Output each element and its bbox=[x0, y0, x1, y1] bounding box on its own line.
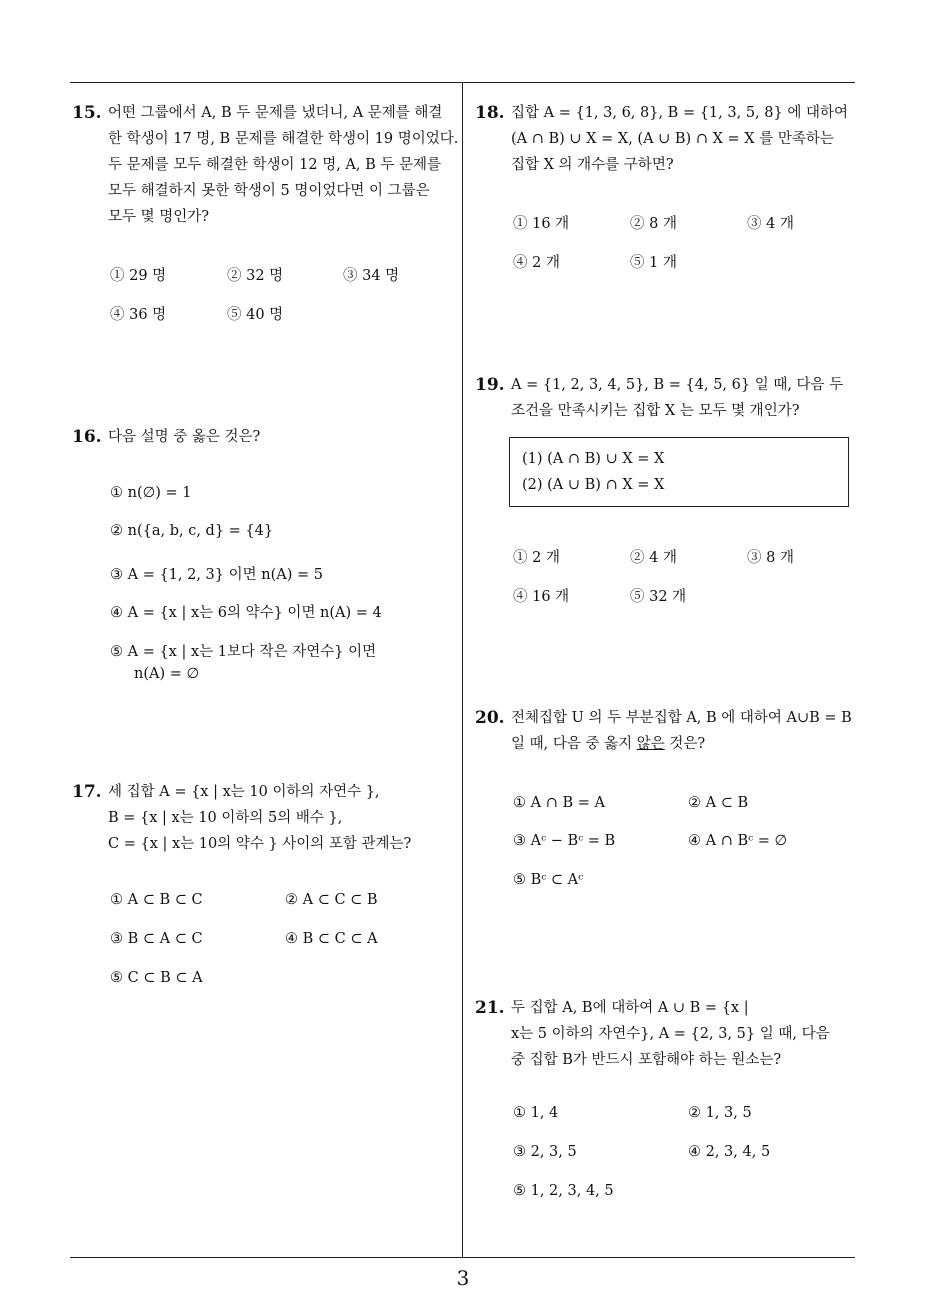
choice-3[interactable]: ③ A = {1, 2, 3} 이면 n(A) = 5 bbox=[110, 567, 323, 583]
stem-line: A = {1, 2, 3, 4, 5}, B = {4, 5, 6} 일 때, 다음 두 bbox=[511, 377, 844, 393]
stem-line: 중 집합 B가 반드시 포함해야 하는 원소는? bbox=[511, 1052, 782, 1068]
question-15 bbox=[72, 100, 458, 230]
choice-4[interactable]: ④ A = {x | x는 6의 약수} 이면 n(A) = 4 bbox=[110, 605, 382, 621]
choice-3[interactable]: ③ 2, 3, 5 bbox=[513, 1144, 577, 1160]
choice-1[interactable]: ① A ∩ B = A bbox=[513, 795, 605, 811]
stem-line: 집합 A = {1, 3, 6, 8}, B = {1, 3, 5, 8} 에 대하여 bbox=[511, 105, 848, 121]
stem-line: 집합 X 의 개수를 구하면? bbox=[511, 157, 674, 173]
stem-line: x는 5 이하의 자연수}, A = {2, 3, 5} 일 때, 다음 bbox=[511, 1026, 830, 1042]
choice-4[interactable]: ④ 2 개 bbox=[513, 255, 560, 271]
choice-2[interactable]: ② 1, 3, 5 bbox=[688, 1105, 752, 1121]
condition-2: (2) (A ∪ B) ∩ X = X bbox=[522, 477, 665, 493]
question-number: 20. bbox=[475, 708, 505, 728]
choice-3[interactable]: ③ 8 개 bbox=[747, 550, 794, 566]
question-number: 19. bbox=[475, 375, 505, 395]
page-number: 3 bbox=[456, 1266, 470, 1290]
choice-5[interactable]: ⑤ 1 개 bbox=[630, 255, 677, 271]
choice-1[interactable]: ① 29 명 bbox=[110, 268, 167, 284]
stem-text: 일 때, 다음 중 옳지 bbox=[511, 736, 637, 752]
choice-1[interactable]: ① n(∅) = 1 bbox=[110, 485, 192, 501]
stem-line: 어떤 그룹에서 A, B 두 문제를 냈더니, A 문제를 해결 bbox=[108, 105, 443, 121]
stem-line: 두 문제를 모두 해결한 학생이 12 명, A, B 두 문제를 bbox=[108, 157, 442, 173]
stem-line: 두 집합 A, B에 대하여 A ∪ B = {x | bbox=[511, 1000, 749, 1016]
choice-1[interactable]: ① A ⊂ B ⊂ C bbox=[110, 892, 203, 908]
choice-5[interactable]: ⑤ Bᶜ ⊂ Aᶜ bbox=[513, 872, 584, 888]
conditions-box bbox=[509, 437, 849, 507]
stem-line: C = {x | x는 10의 약수 } 사이의 포함 관계는? bbox=[108, 836, 412, 852]
question-19 bbox=[475, 372, 860, 424]
choice-5[interactable]: ⑤ 40 명 bbox=[227, 307, 284, 323]
choice-4[interactable]: ④ 36 명 bbox=[110, 307, 167, 323]
stem-line: (A ∩ B) ∪ X = X, (A ∪ B) ∩ X = X 를 만족하는 bbox=[511, 131, 834, 147]
question-number: 18. bbox=[475, 103, 505, 123]
stem-line: 다음 설명 중 옳은 것은? bbox=[108, 429, 261, 445]
question-stem bbox=[511, 372, 860, 424]
underlined-word: 않은 bbox=[636, 736, 665, 752]
choice-2[interactable]: ② A ⊂ B bbox=[688, 795, 749, 811]
question-stem bbox=[511, 995, 860, 1073]
choice-2[interactable]: ② 8 개 bbox=[630, 216, 677, 232]
bottom-rule bbox=[70, 1257, 855, 1258]
column-divider bbox=[462, 82, 463, 1257]
choice-5[interactable]: ⑤ 1, 2, 3, 4, 5 bbox=[513, 1183, 614, 1199]
choice-2[interactable]: ② A ⊂ C ⊂ B bbox=[285, 892, 378, 908]
question-number: 21. bbox=[475, 998, 505, 1018]
stem-line: 한 학생이 17 명, B 문제를 해결한 학생이 19 명이었다. bbox=[108, 131, 459, 147]
choice-4[interactable]: ④ 2, 3, 4, 5 bbox=[688, 1144, 771, 1160]
stem-line: 모두 해결하지 못한 학생이 5 명이었다면 이 그룹은 bbox=[108, 183, 430, 199]
question-stem bbox=[511, 705, 860, 757]
question-16 bbox=[72, 424, 458, 450]
question-stem bbox=[108, 100, 458, 230]
choice-5[interactable]: ⑤ A = {x | x는 1보다 작은 자연수} 이면 bbox=[110, 644, 377, 660]
question-17 bbox=[72, 779, 458, 857]
question-stem bbox=[108, 424, 458, 450]
choice-1[interactable]: ① 2 개 bbox=[513, 550, 560, 566]
question-stem bbox=[108, 779, 458, 857]
question-20 bbox=[475, 705, 860, 757]
choice-4[interactable]: ④ A ∩ Bᶜ = ∅ bbox=[688, 833, 788, 849]
choice-5-continuation: n(A) = ∅ bbox=[134, 666, 200, 682]
question-number: 15. bbox=[72, 103, 102, 123]
stem-line: 세 집합 A = {x | x는 10 이하의 자연수 }, bbox=[108, 784, 380, 800]
choice-5[interactable]: ⑤ C ⊂ B ⊂ A bbox=[110, 970, 203, 986]
choice-4[interactable]: ④ 16 개 bbox=[513, 589, 570, 605]
choice-4[interactable]: ④ B ⊂ C ⊂ A bbox=[285, 931, 378, 947]
stem-line: B = {x | x는 10 이하의 5의 배수 }, bbox=[108, 810, 343, 826]
stem-line bbox=[511, 731, 860, 757]
choice-5[interactable]: ⑤ 32 개 bbox=[630, 589, 687, 605]
question-number: 16. bbox=[72, 427, 102, 447]
question-number: 17. bbox=[72, 782, 102, 802]
choice-1[interactable]: ① 16 개 bbox=[513, 216, 570, 232]
choice-2[interactable]: ② n({a, b, c, d} = {4} bbox=[110, 523, 274, 539]
stem-line: 모두 몇 명인가? bbox=[108, 209, 210, 225]
choice-3[interactable]: ③ Aᶜ − Bᶜ = B bbox=[513, 833, 616, 849]
question-21 bbox=[475, 995, 860, 1073]
stem-line: 조건을 만족시키는 집합 X 는 모두 몇 개인가? bbox=[511, 403, 800, 419]
choice-1[interactable]: ① 1, 4 bbox=[513, 1105, 559, 1121]
choice-2[interactable]: ② 32 명 bbox=[227, 268, 284, 284]
stem-text: 것은? bbox=[664, 736, 706, 752]
condition-1: (1) (A ∩ B) ∪ X = X bbox=[522, 451, 665, 467]
question-18 bbox=[475, 100, 860, 178]
choice-3[interactable]: ③ 34 명 bbox=[343, 268, 400, 284]
stem-line: 전체집합 U 의 두 부분집합 A, B 에 대하여 A∪B = B bbox=[511, 710, 852, 726]
choice-2[interactable]: ② 4 개 bbox=[630, 550, 677, 566]
question-stem bbox=[511, 100, 860, 178]
choice-3[interactable]: ③ B ⊂ A ⊂ C bbox=[110, 931, 203, 947]
choice-3[interactable]: ③ 4 개 bbox=[747, 216, 794, 232]
